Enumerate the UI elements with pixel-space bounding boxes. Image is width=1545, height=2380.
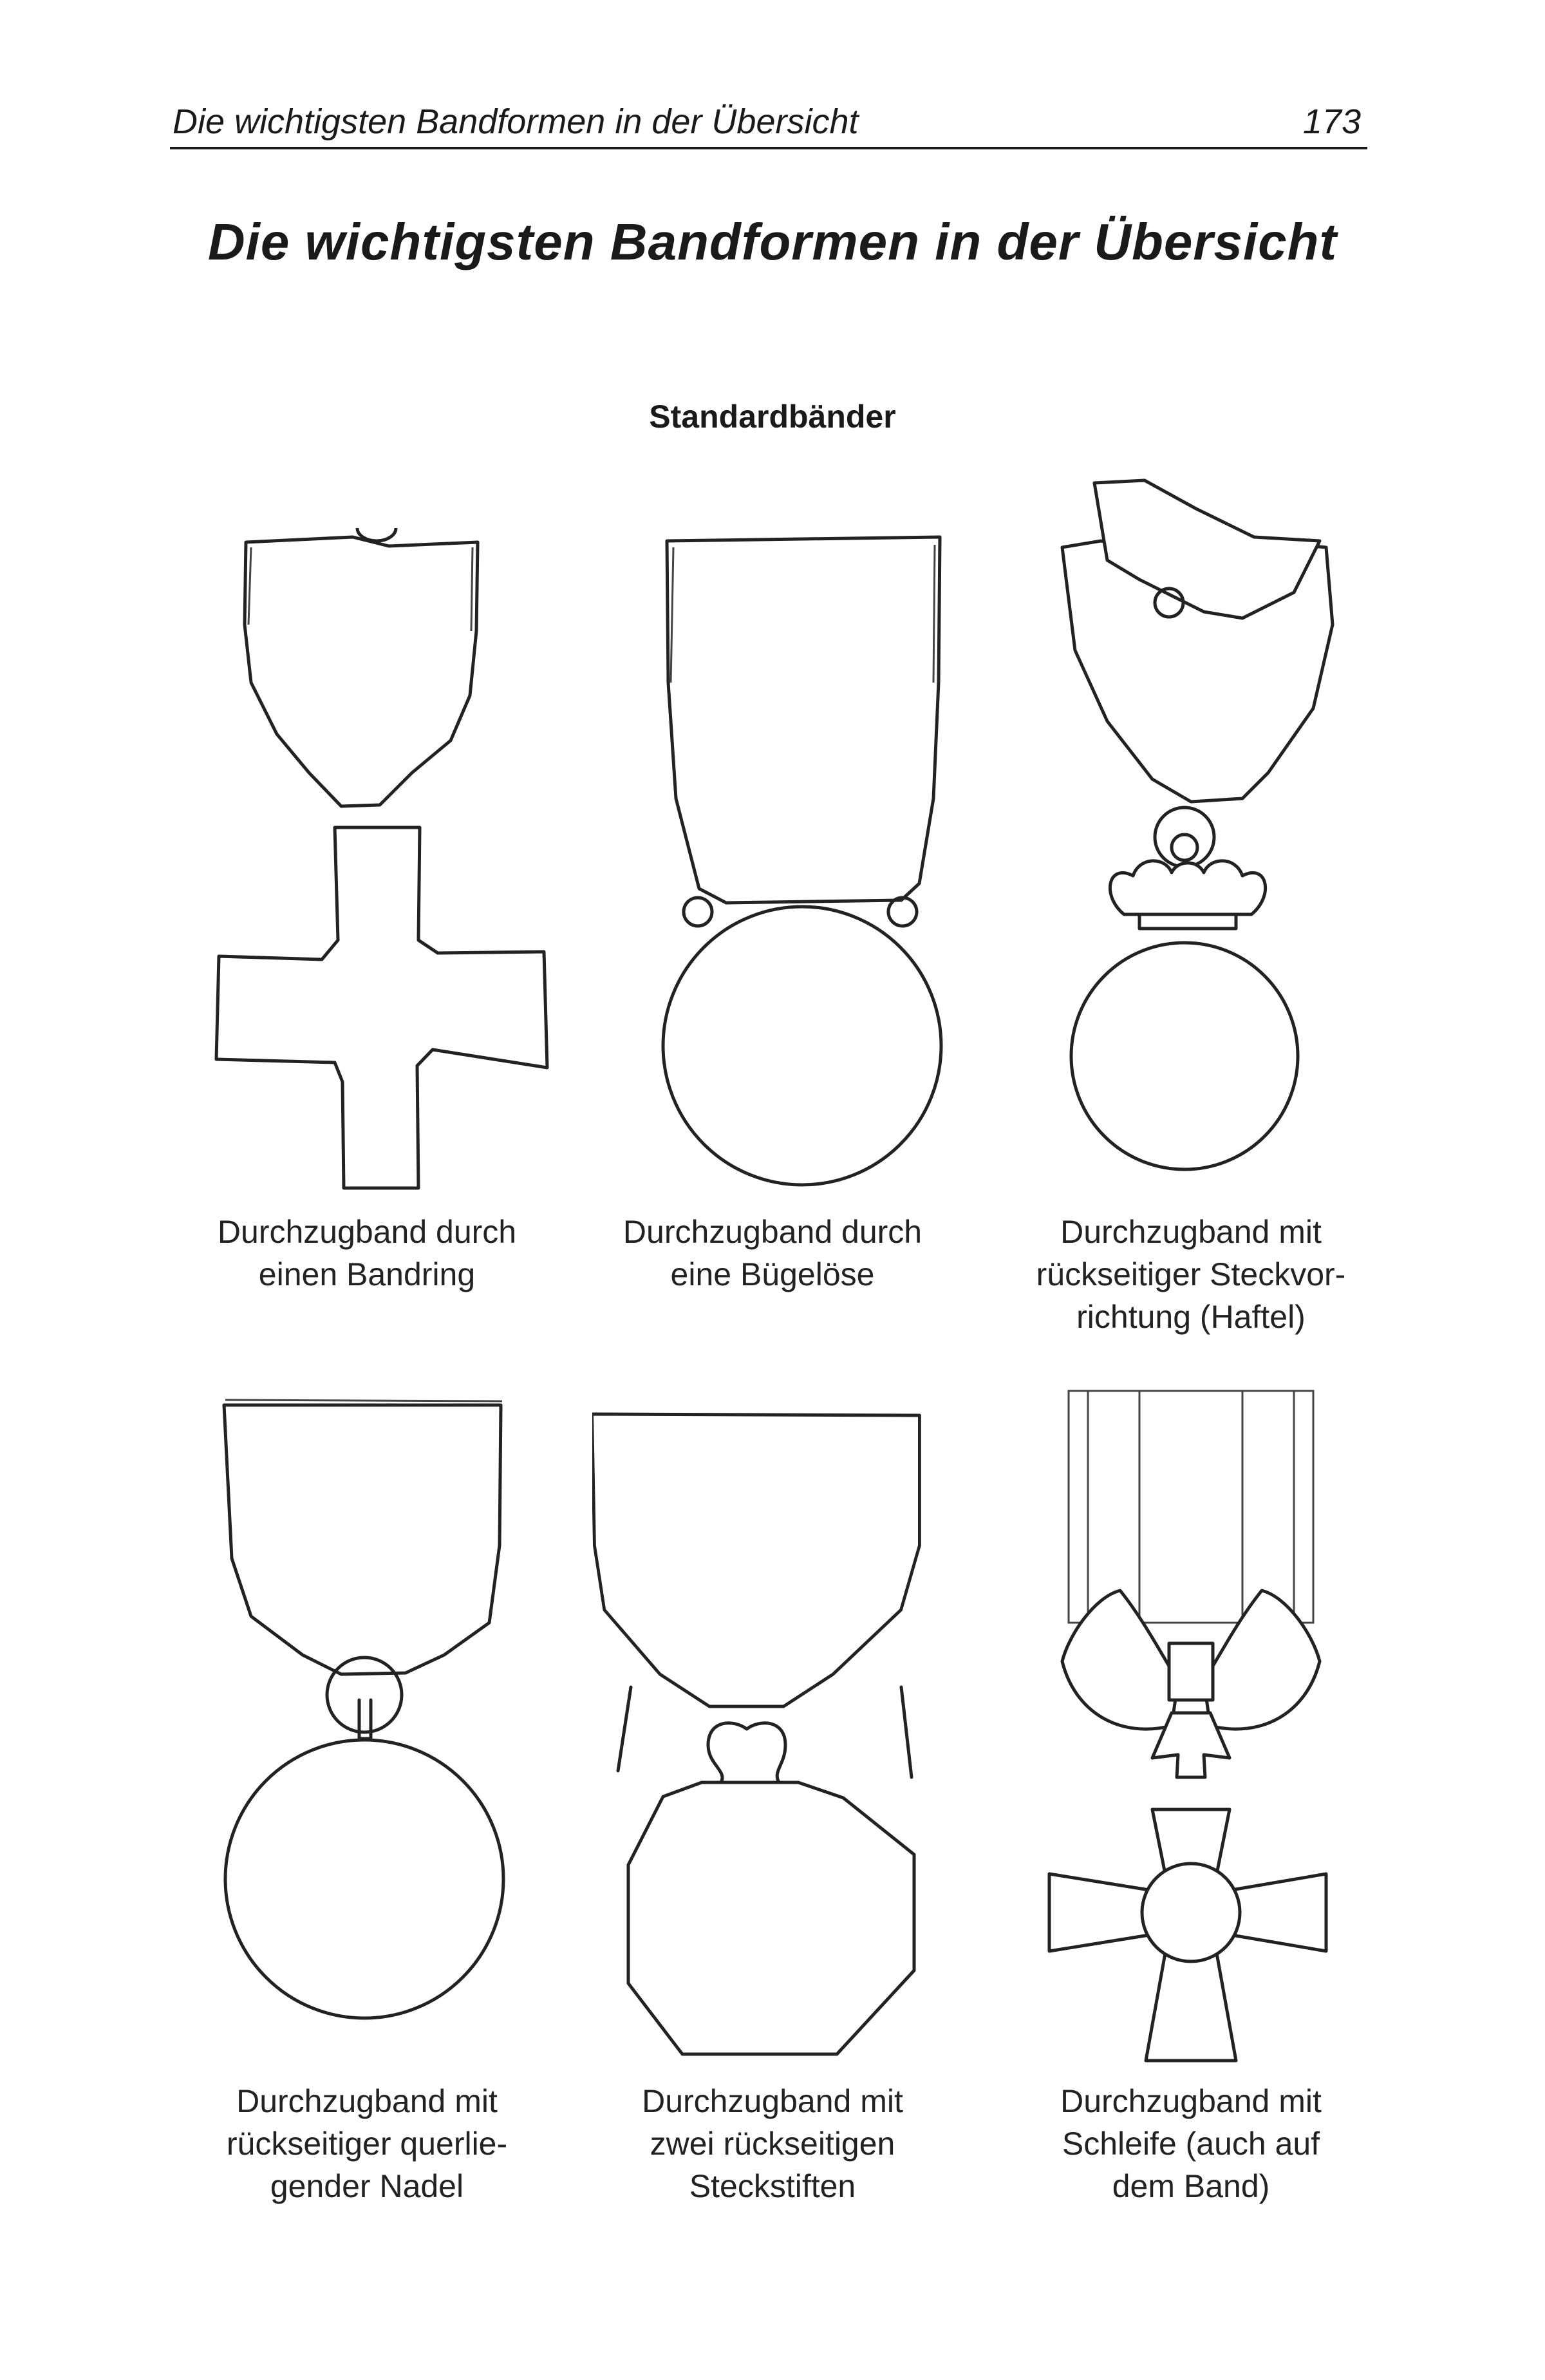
caption-line: Steckstiften [689, 2168, 856, 2204]
octagon-medal-icon [592, 1404, 927, 2073]
caption-line: eine Bügelöse [670, 1256, 875, 1292]
running-title: Die wichtigsten Bandformen in der Übersicht [173, 102, 859, 141]
caption-line: Durchzugband durch [217, 1214, 517, 1250]
caption-line: Durchzugband mit [236, 2083, 498, 2119]
round-medal-icon [657, 528, 966, 1191]
page-title: Die wichtigsten Bandformen in der Übersicht [207, 213, 1338, 270]
caption-line: rückseitiger Steckvor- [1036, 1256, 1346, 1292]
caption-line: Durchzugband mit [1060, 1214, 1322, 1250]
caption-line: Durchzugband mit [1060, 2083, 1322, 2119]
section-heading: Standardbänder [649, 399, 896, 435]
crown-medal-icon [1049, 477, 1352, 1198]
caption-line: Durchzugband durch [623, 1214, 922, 1250]
running-header [170, 97, 1367, 149]
cross-medal-icon [206, 528, 566, 1198]
caption-line: richtung (Haftel) [1076, 1299, 1306, 1335]
caption-line: Durchzugband mit [642, 2083, 903, 2119]
pin-medal-icon [212, 1391, 521, 2028]
caption-line: Schleife (auch auf [1062, 2126, 1320, 2162]
caption-1 [193, 1211, 541, 1296]
caption-line: einen Bandring [258, 1256, 476, 1292]
caption-line: rückseitiger querlie- [226, 2126, 508, 2162]
bow-cross-medal-icon [1024, 1378, 1358, 2080]
caption-4 [193, 2080, 541, 2207]
caption-2 [605, 1211, 940, 1296]
caption-line: gender Nadel [270, 2168, 464, 2204]
caption-line: zwei rückseitigen [650, 2126, 895, 2162]
page-number: 173 [1302, 102, 1361, 141]
caption-line: dem Band) [1112, 2168, 1270, 2204]
caption-5 [605, 2080, 940, 2207]
caption-3 [1004, 1211, 1378, 1338]
caption-6 [1004, 2080, 1378, 2207]
